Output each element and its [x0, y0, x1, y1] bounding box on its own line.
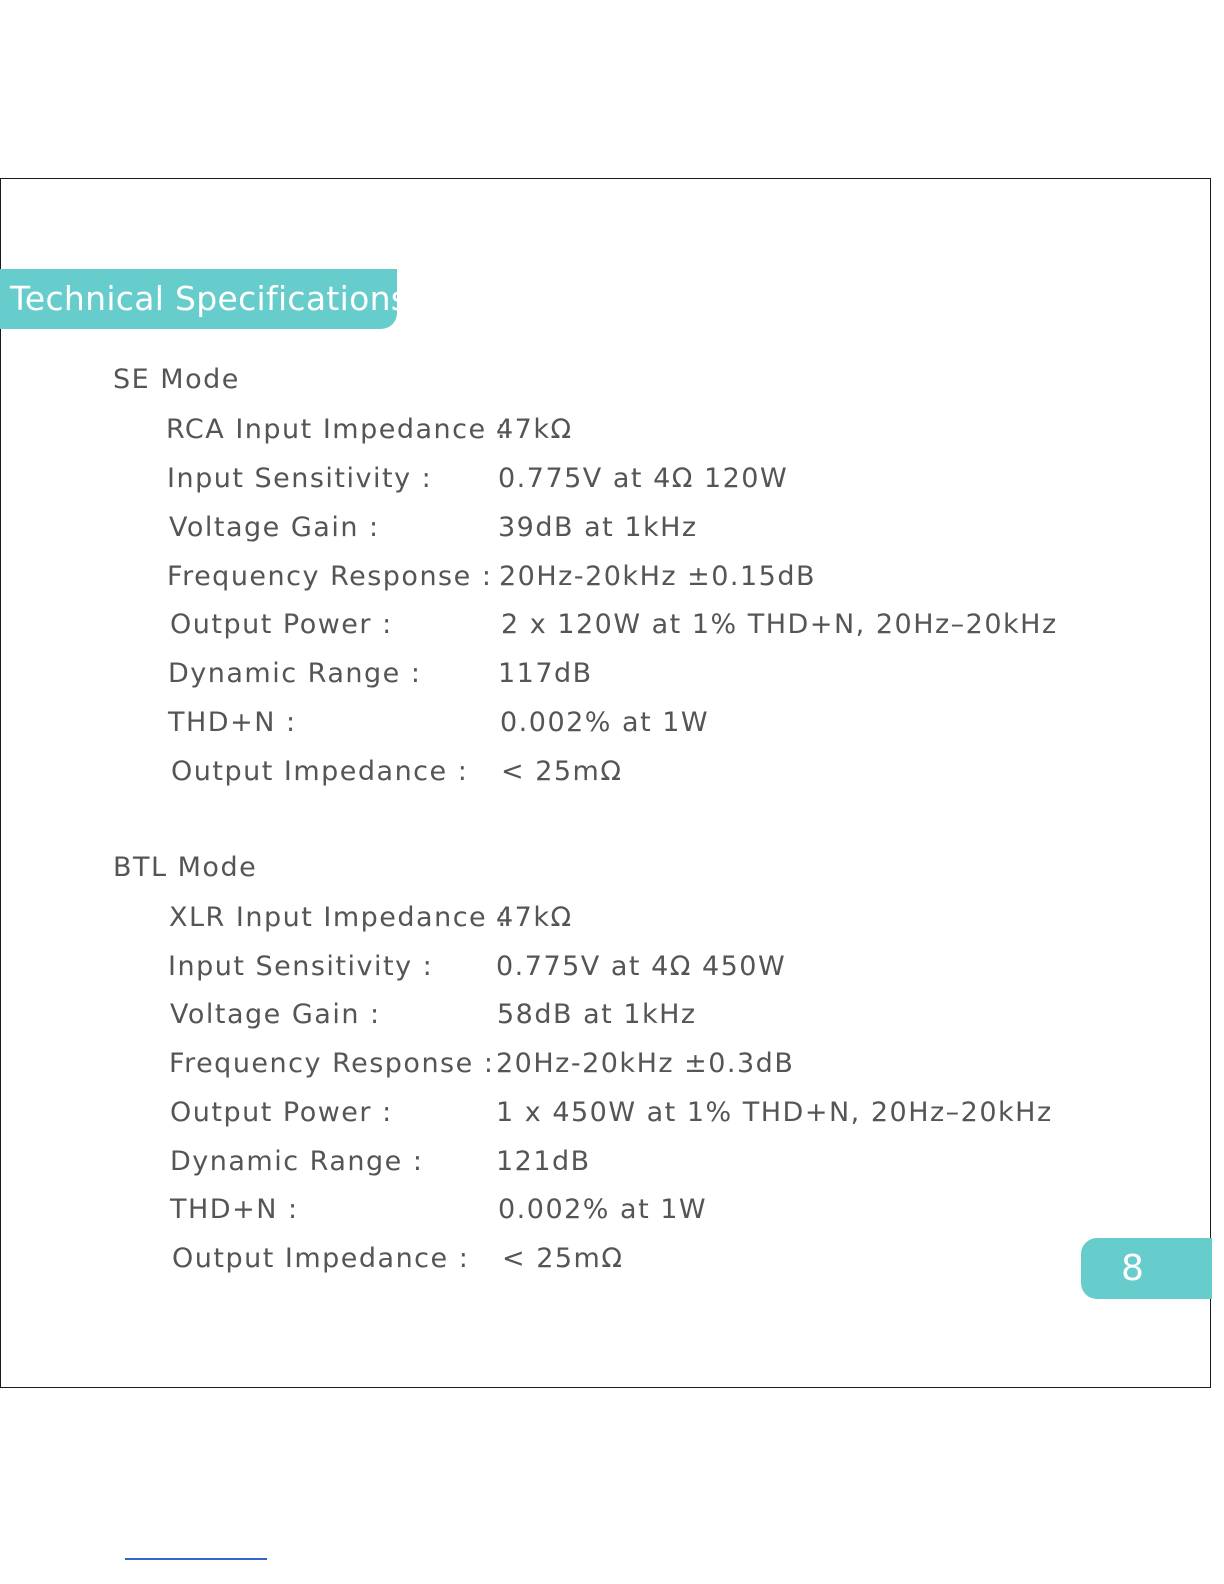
se-mode-heading: SE Mode: [113, 364, 240, 395]
se-rca-input-impedance-label: RCA Input Impedance :: [166, 414, 508, 445]
btl-dynamic-range-value: 121dB: [496, 1146, 591, 1177]
se-thd-n-label: THD+N :: [168, 707, 297, 738]
btl-xlr-input-impedance-label: XLR Input Impedance :: [169, 902, 508, 933]
btl-output-impedance-label: Output Impedance :: [172, 1243, 470, 1274]
se-output-power-value: 2 x 120W at 1% THD+N, 20Hz–20kHz: [501, 609, 1058, 640]
se-thd-n-value: 0.002% at 1W: [500, 707, 710, 738]
btl-output-power-value: 1 x 450W at 1% THD+N, 20Hz–20kHz: [496, 1097, 1053, 1128]
btl-xlr-input-impedance-value: 47kΩ: [496, 902, 573, 933]
se-frequency-response-label: Frequency Response :: [167, 561, 493, 592]
btl-input-sensitivity-label: Input Sensitivity :: [168, 951, 434, 982]
btl-voltage-gain-value: 58dB at 1kHz: [497, 999, 697, 1030]
se-voltage-gain-value: 39dB at 1kHz: [498, 512, 698, 543]
btl-output-impedance-value: < 25mΩ: [502, 1243, 624, 1274]
page-number-tab: 8: [1081, 1238, 1212, 1299]
btl-frequency-response-label: Frequency Response :: [169, 1048, 495, 1079]
se-dynamic-range-label: Dynamic Range :: [168, 658, 422, 689]
btl-mode-heading: BTL Mode: [113, 852, 258, 883]
btl-thd-n-label: THD+N :: [170, 1194, 299, 1225]
se-rca-input-impedance-value: 47kΩ: [496, 414, 573, 445]
footer-divider: [125, 1558, 267, 1560]
section-title-tab: Technical Specifications: [0, 269, 397, 329]
se-dynamic-range-value: 117dB: [498, 658, 593, 689]
se-output-impedance-value: < 25mΩ: [501, 756, 623, 787]
btl-input-sensitivity-value: 0.775V at 4Ω 450W: [496, 951, 787, 982]
se-output-power-label: Output Power :: [170, 609, 393, 640]
btl-frequency-response-value: 20Hz-20kHz ±0.3dB: [496, 1048, 795, 1079]
btl-dynamic-range-label: Dynamic Range :: [170, 1146, 424, 1177]
btl-output-power-label: Output Power :: [170, 1097, 393, 1128]
btl-voltage-gain-label: Voltage Gain :: [170, 999, 381, 1030]
se-input-sensitivity-label: Input Sensitivity :: [167, 463, 433, 494]
se-input-sensitivity-value: 0.775V at 4Ω 120W: [498, 463, 789, 494]
se-output-impedance-label: Output Impedance :: [171, 756, 469, 787]
btl-thd-n-value: 0.002% at 1W: [498, 1194, 708, 1225]
se-frequency-response-value: 20Hz-20kHz ±0.15dB: [499, 561, 817, 592]
se-voltage-gain-label: Voltage Gain :: [169, 512, 380, 543]
